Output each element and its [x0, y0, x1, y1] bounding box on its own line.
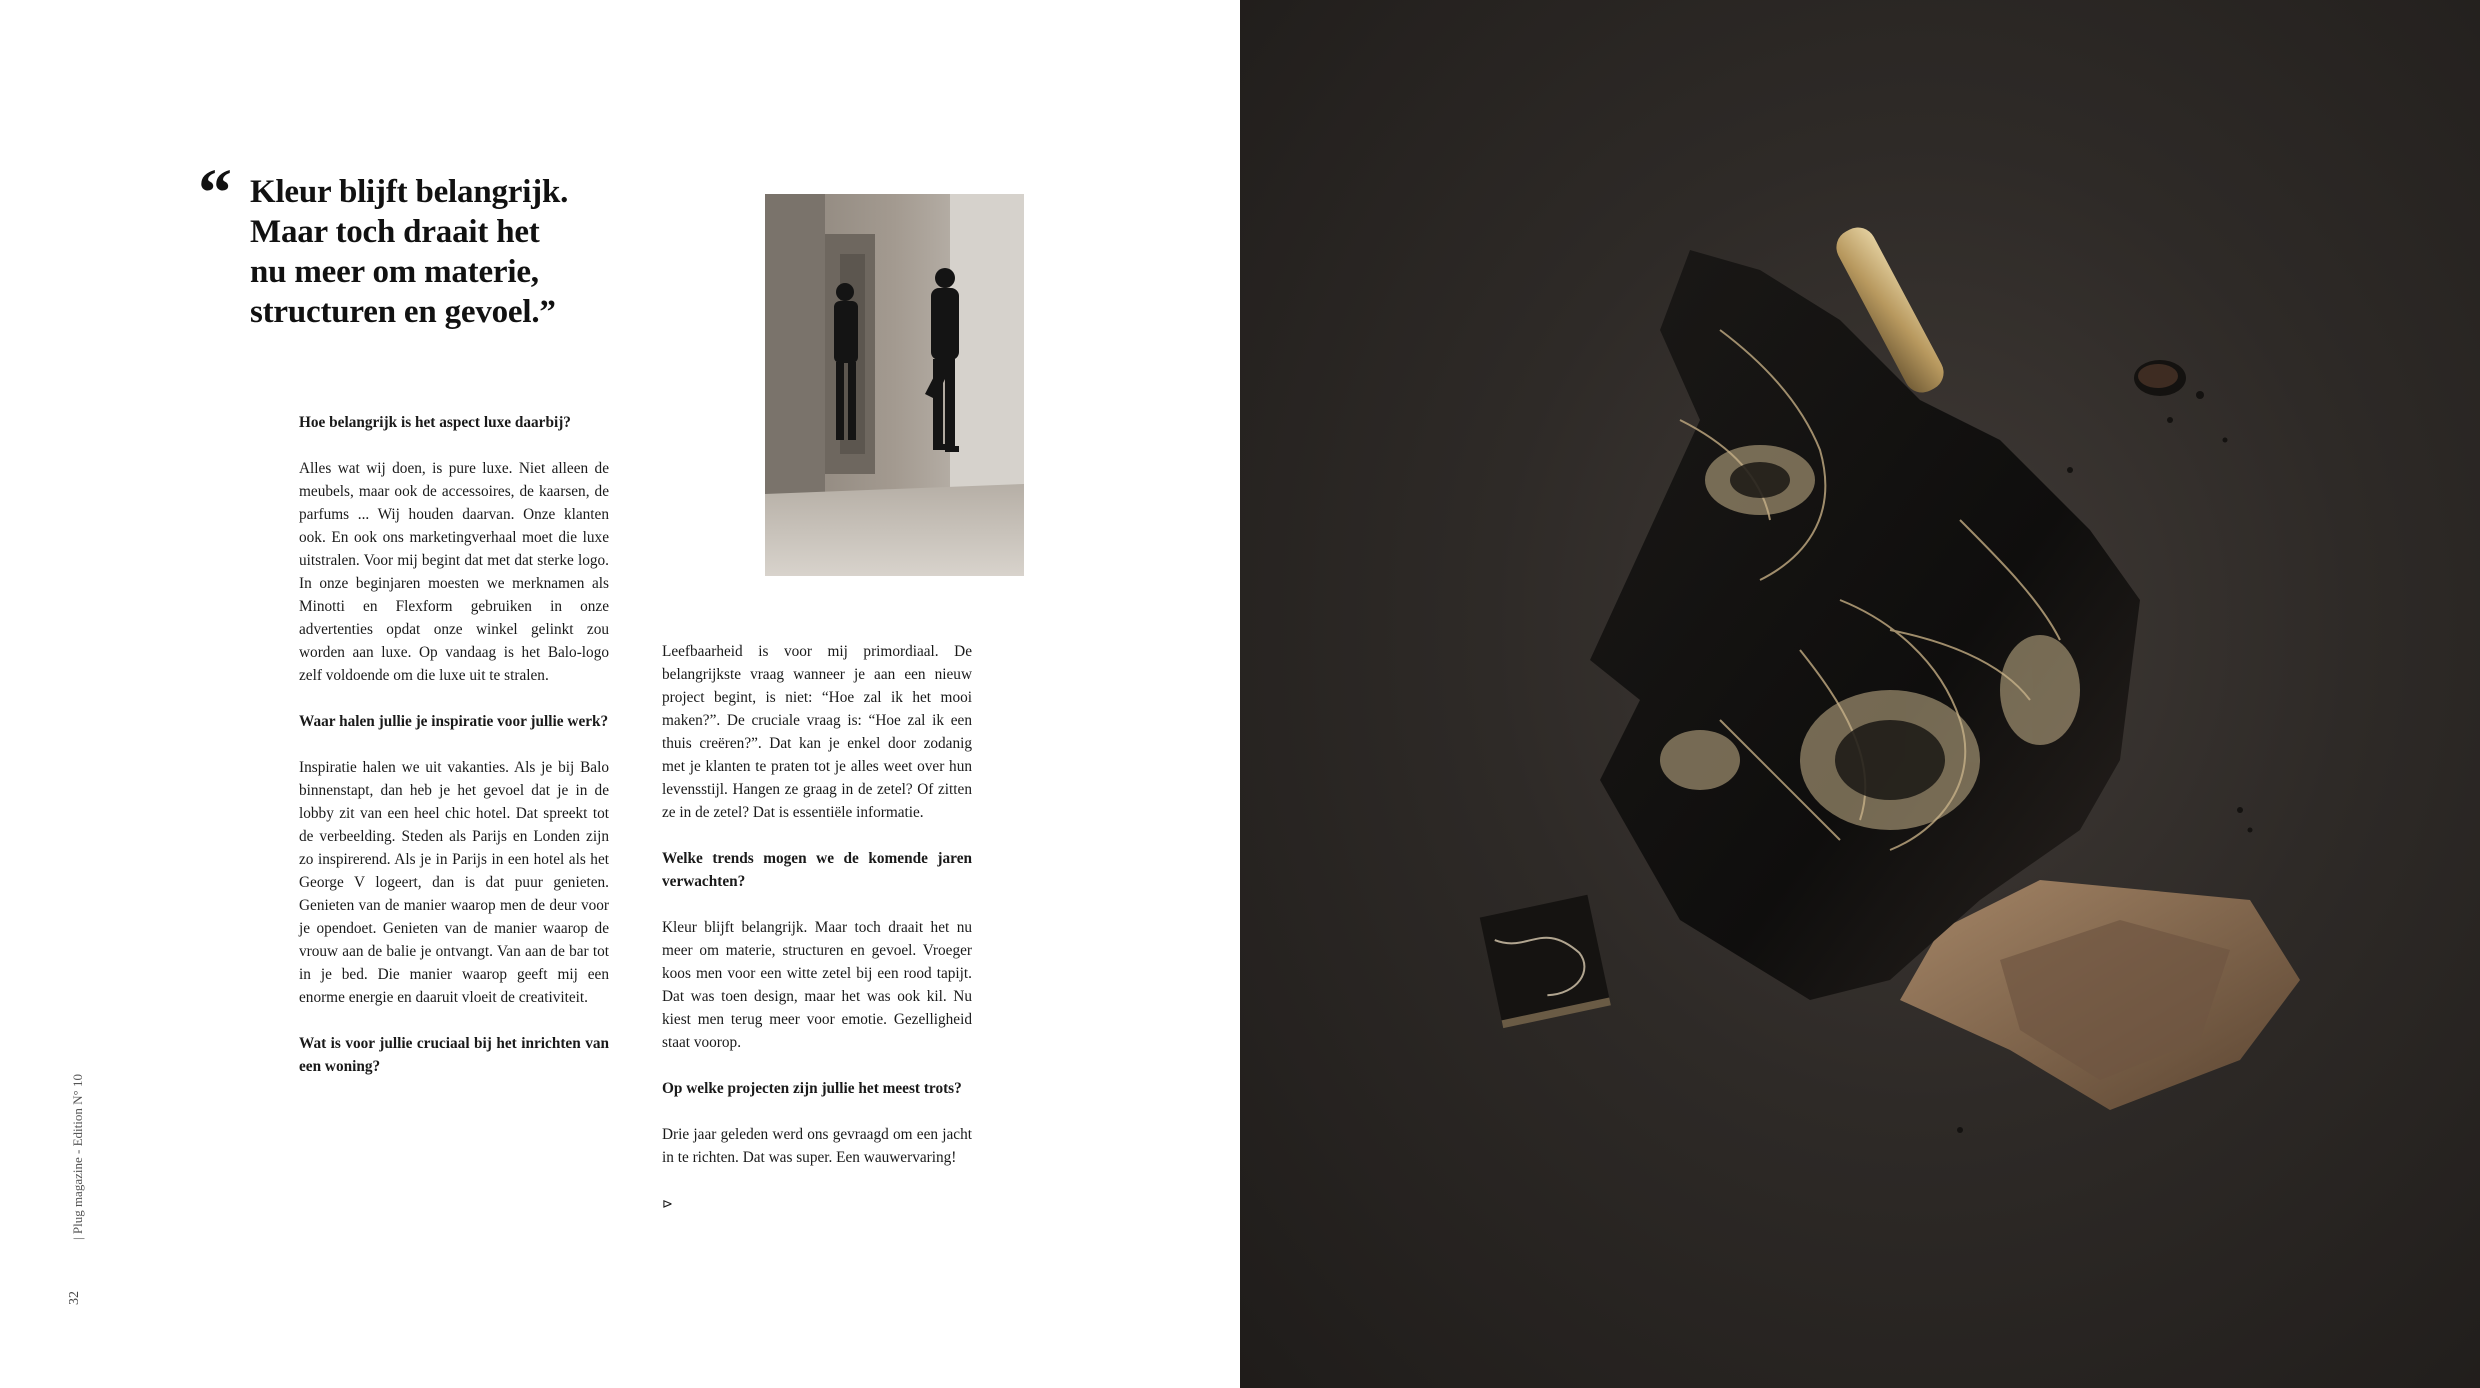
interview-question: Waar halen jullie je inspiratie voor jullie werk?: [299, 713, 609, 730]
article-column-right: [662, 640, 972, 1238]
pull-quote-line: Maar toch draait het: [250, 214, 540, 250]
interview-answer: Leefbaarheid is voor mij primordiaal. De belangrijkste vraag wanneer je aan een nieuw project begint, is niet: “Hoe zal ik het mooi maken?”. De cruciale vraag is: “Hoe zal ik een thuis creëren?”. Dat kan je enkel door zodanig met je klanten te praten tot je alles weet over hun levensstijl. Hangen ze graag in de zetel? Of zitten ze in de zetel? Dat is essentiële informatie.: [662, 643, 972, 821]
magazine-spine: [70, 1074, 90, 1240]
interview-answer: Alles wat wij doen, is pure luxe. Niet alleen de meubels, maar ook de accessoires, de kaarsen, de parfums ... Wij houden daarvan. Onze klanten ook. En ook ons marketingverhaal moet die luxe uitstralen. Voor mij begint dat met dat sterke logo. In onze beginjaren moesten we merknamen als Minotti en Flexform gebruiken in onze advertenties opdat onze winkel gelinkt zou worden aan luxe. Op vandaag is het Balo-logo zelf voldoende om die luxe uit te stralen.: [299, 460, 609, 684]
interview-answer: Kleur blijft belangrijk. Maar toch draait het nu meer om materie, structuren en gevoel. Vroeger koos men voor een witte zetel bij een rood tapijt. Dat was toen design, maar het was ook kil. Nu kiest men terug meer voor emotie. Gezelligheid staat voorop.: [662, 919, 972, 1051]
interview-answer: Drie jaar geleden werd ons gevraagd om een jacht in te richten. Dat was super. Een wauwervaring!: [662, 1126, 972, 1166]
interview-question: Op welke projecten zijn jullie het meest trots?: [662, 1080, 962, 1097]
magazine-edition-label: | Plug magazine - Edition N° 10: [70, 1074, 85, 1240]
article-column-left: [299, 411, 609, 1101]
still-life-photo: [1240, 0, 2480, 1388]
interview-question: Hoe belangrijk is het aspect luxe daarbij?: [299, 414, 571, 431]
pull-quote-line: nu meer om materie,: [250, 254, 539, 290]
interview-answer: Inspiratie halen we uit vakanties. Als je bij Balo binnenstapt, dan heb je het gevoel dat je in de lobby zit van een heel chic hotel. Dat spreekt tot de verbeelding. Steden als Parijs en Londen zijn zo inspirerend. Als je in Parijs in een hotel als het George V logeert, dan is dat puur genieten. Genieten van de manier waarop men de deur voor je opendoet. Genieten van de manier waarop de vrouw aan de balie je ontvangt. Van aan de bar tot in je bed. Die manier waarop geeft mij een enorme energie en daaruit vloeit de creativiteit.: [299, 759, 609, 1006]
pull-quote-line: structuren en gevoel.”: [250, 294, 556, 330]
portrait-photo: [765, 194, 1024, 576]
interview-question: Welke trends mogen we de komende jaren verwachten?: [662, 850, 972, 890]
pull-quote: [250, 172, 670, 332]
interview-question: Wat is voor jullie cruciaal bij het inrichten van een woning?: [299, 1035, 609, 1075]
pull-quote-line: Kleur blijft belangrijk.: [250, 174, 569, 210]
quote-mark: “: [198, 154, 232, 230]
page-number: 32: [67, 1291, 82, 1305]
end-of-article-icon: ⊳: [662, 1196, 673, 1211]
